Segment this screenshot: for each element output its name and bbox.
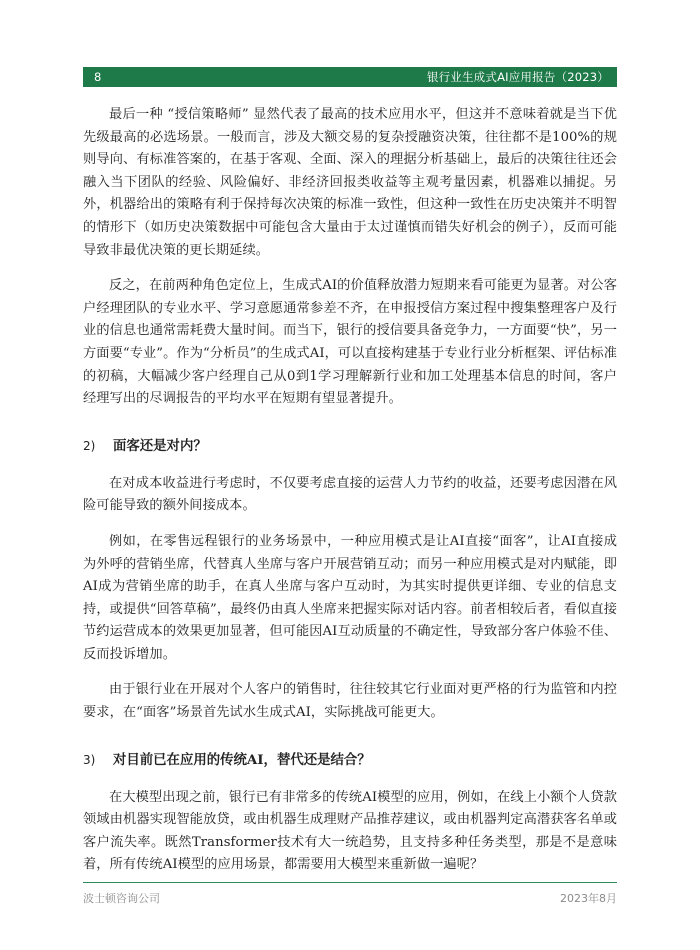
paragraph-regulation: 由于银行业在开展对个人客户的销售时，往往较其它行业面对更严格的行为监管和内控要求，在“面客”场景首先试水生成式AI，实际挑战可能更大。 — [83, 682, 617, 721]
report-title: 银行业生成式AI应用报告（2023） — [426, 70, 609, 84]
footer-company: 波士顿咨询公司 — [83, 892, 160, 905]
footer-date: 2023年8月 — [560, 892, 617, 905]
section-number: 2) — [83, 438, 96, 453]
paragraph-traditional-ai: 在大模型出现之前，银行已有非常多的传统AI模型的应用，例如，在线上小额个人贷款领域由机器实现智能放贷，或由机器生成理财产品推荐建议，或由机器判定高潜获客名单或客户流失率。既然Transformer技术有大一统趋势，且支持多种任务类型，那是不是意味着，所有传统AI模型的应用场景，都需要用大模型来重新做一遍呢？ — [83, 789, 617, 873]
section-heading-3 — [83, 749, 617, 771]
section-number: 3) — [83, 752, 96, 767]
page-number: 8 — [94, 70, 102, 84]
section-heading-2 — [83, 435, 617, 457]
paragraph-analyst-role: 反之，在前两种角色定位上，生成式AI的价值释放潜力短期来看可能更为显著。对公客户经理团队的专业水平、学习意愿通常参差不齐，在申报授信方案过程中搜集整理客户及行业的信息也通常需耗费大量时间。而当下，银行的授信要具备竞争力，一方面要“快”，另一方面要“专业”。作为“分析员”的生成式AI，可以直接构建基于专业行业分析框架、评估标准的初稿，大幅减少客户经理自己从0到1学习理解新行业和加工处理基本信息的时间，客户经理写出的尽调报告的平均水平在短期有望显著提升。 — [83, 278, 617, 407]
paragraph-cost-benefit: 在对成本收益进行考虑时，不仅要考虑直接的运营人力节约的收益，还要考虑因潜在风险可能导致的额外间接成本。 — [83, 475, 617, 514]
paragraph-credit-strategist: 最后一种 “授信策略师” 显然代表了最高的技术应用水平，但这并不意味着就是当下优先级最高的必选场景。一般而言，涉及大额交易的复杂授融资决策，往往都不是100%的规则导向、有标准答案的，在基于客观、全面、深入的理据分析基础上，最后的决策往往还会融入当下团队的经验、风险偏好、非经济回报类收益等主观考量因素，机器难以捕捉。另外，机器给出的策略有利于保持每次决策的标准一致性，但这种一致性在历史决策并不明智的情形下（如历史决策数据中可能包含大量由于太过谨慎而错失好机会的例子），反而可能导致非最优决策的更长期延续。 — [83, 107, 617, 258]
section-title: 面客还是对内？ — [113, 437, 207, 454]
main-content — [83, 104, 617, 890]
footer-divider — [83, 882, 617, 883]
section-title: 对目前已在应用的传统AI，替代还是结合？ — [113, 751, 371, 768]
paragraph-remote-banking-example: 例如，在零售远程银行的业务场景中，一种应用模式是让AI直接“面客”，让AI直接成为外呼的营销坐席，代替真人坐席与客户开展营销互动；而另一种应用模式是对内赋能，即AI成为营销坐席的助手，在真人坐席与客户互动时，为其实时提供更详细、专业的信息支持，或提供“回答草稿”，最终仍由真人坐席来把握实际对话内容。前者相较后者，看似直接节约运营成本的效果更加显著，但可能因AI互动质量的不确定性，导致部分客户体验不佳、反而投诉增加。 — [83, 533, 617, 662]
page-header-bar — [83, 67, 617, 87]
